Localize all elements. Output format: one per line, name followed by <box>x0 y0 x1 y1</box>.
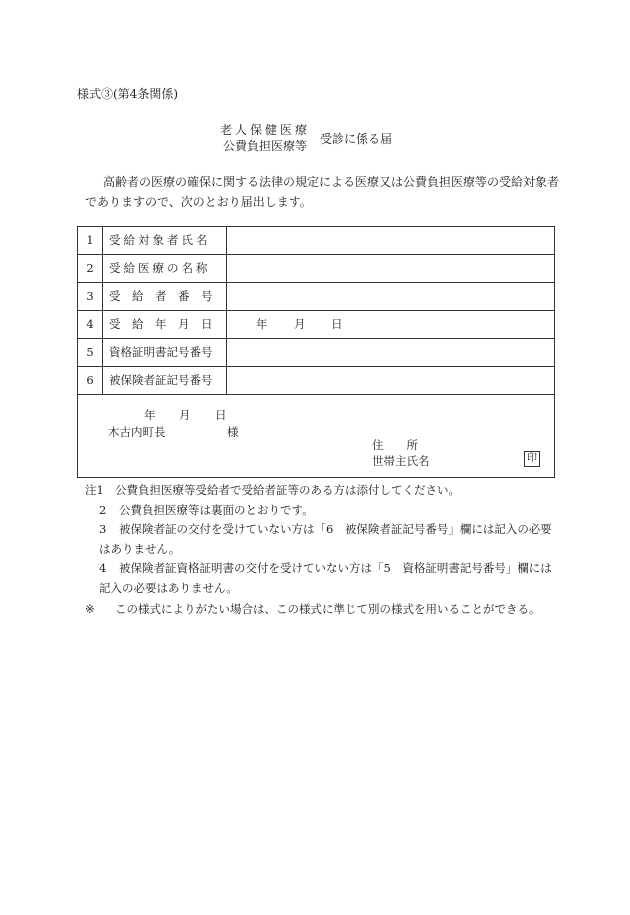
table-row <box>78 227 554 255</box>
row-number: 5 <box>78 339 103 366</box>
submit-month-label: 月 <box>179 408 191 422</box>
application-form-table <box>77 226 555 478</box>
submit-day-label: 日 <box>215 408 227 422</box>
note-text: 被保険者証の交付を受けていない方は「6 被保険者証記号番号」欄には記入の必要はありません。 <box>99 522 552 556</box>
table-row <box>78 311 554 339</box>
intro-line1: 高齢者の医療の確保に関する法律の規定による医療又は公費負担医療等の受給対象者 <box>103 175 560 189</box>
row-label: 受給医療の名称 <box>103 255 227 282</box>
table-row <box>78 367 554 395</box>
row-number: 4 <box>78 311 103 338</box>
day-label: 日 <box>331 317 343 331</box>
row-number: 2 <box>78 255 103 282</box>
row-number: 3 <box>78 283 103 310</box>
note-text: 被保険者証資格証明書の交付を受けていない方は「5 資格証明書記号番号」欄には記入の必要はありません。 <box>99 561 552 595</box>
row-label: 受給対象者氏名 <box>103 227 227 254</box>
note-mark: 2 <box>99 502 107 517</box>
row-number: 1 <box>78 227 103 254</box>
month-label: 月 <box>294 317 306 331</box>
row-label: 受 給 年 月 日 <box>103 311 227 338</box>
row-label: 受 給 者 番 号 <box>103 283 227 310</box>
row-label: 資格証明書記号番号 <box>103 339 227 366</box>
submit-year-label: 年 <box>144 408 156 422</box>
insurance-card-number-field[interactable] <box>228 367 554 394</box>
note-text: 公費負担医療等受給者で受給者証等のある方は添付してください。 <box>115 483 460 497</box>
note-2 <box>85 501 560 521</box>
note-1 <box>85 481 560 501</box>
recipient-name-field[interactable] <box>228 227 554 254</box>
address-label: 住 所 <box>372 438 418 452</box>
form-number: 様式③(第4条関係) <box>77 87 178 101</box>
title-line2: 公費負担医療等 <box>223 139 308 153</box>
honorific: 様 <box>227 425 239 439</box>
household-head-label: 世帯主氏名 <box>372 454 430 468</box>
signature-area <box>78 397 554 479</box>
row-number: 6 <box>78 367 103 394</box>
note-mark: 注1 <box>85 483 104 497</box>
note-mark: 4 <box>99 561 107 575</box>
qualification-cert-number-field[interactable] <box>228 339 554 366</box>
table-row <box>78 255 554 283</box>
note-text: この様式によりがたい場合は、この様式に準じて別の様式を用いることができる。 <box>115 602 541 616</box>
note-kome <box>85 600 560 620</box>
medical-care-name-field[interactable] <box>228 255 554 282</box>
year-label: 年 <box>256 317 268 331</box>
form-title-left <box>220 122 310 154</box>
note-3 <box>85 520 560 559</box>
table-row <box>78 283 554 311</box>
receipt-date-field[interactable] <box>228 311 554 338</box>
note-mark: 3 <box>99 522 107 536</box>
title-line1: 老人保健医療 <box>220 123 311 137</box>
form-title-right: 受診に係る届 <box>320 132 393 146</box>
note-mark: ※ <box>85 602 95 616</box>
recipient-number-field[interactable] <box>228 283 554 310</box>
notes-section <box>85 481 560 620</box>
note-4 <box>85 559 560 598</box>
seal-mark: 印 <box>524 451 540 467</box>
row-label: 被保険者証記号番号 <box>103 367 227 394</box>
note-text: 公費負担医療等は裏面のとおりです。 <box>119 502 314 517</box>
intro-text <box>85 172 565 212</box>
intro-line2: でありますので、次のとおり届出します。 <box>85 195 312 209</box>
addressee: 木古内町長 <box>108 425 166 439</box>
table-row <box>78 339 554 367</box>
